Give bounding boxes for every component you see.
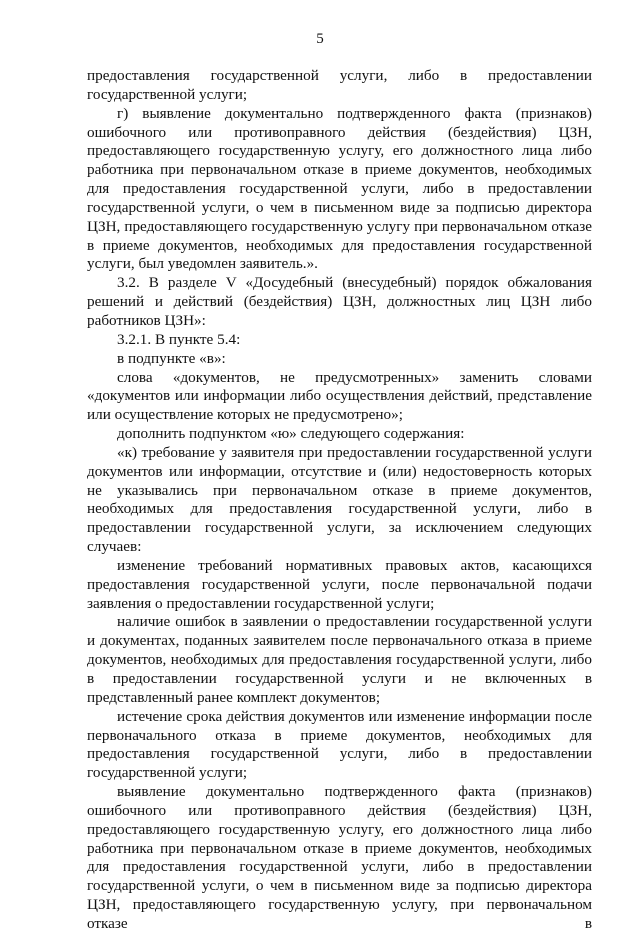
document-body: [87, 67, 592, 934]
paragraph: выявление документально подтвержденного факта (признаков) ошибочного или противоправного действия (бездействия) ЦЗН, предоставляющего государственную услугу, его должностного лица либо работника при первоначальном отказе в приеме документов, необходимых для предоставления государственной услуги, либо в предоставлении государственной услуги, о чем в письменном виде за подписью директора ЦЗН, предоставляющего государственную услугу, при первоначальном отказе в: [87, 783, 592, 932]
page-number: 5: [316, 31, 324, 47]
paragraph: истечение срока действия документов или изменение информации после первоначального отказа в приеме документов, необходимых для предоставления государственной услуги, либо в предоставлении государственной услуги;: [87, 707, 592, 782]
paragraph: изменение требований нормативных правовых актов, касающихся предоставления государственной услуги, после первоначальной подачи заявления о предоставлении государственной услуги;: [87, 556, 592, 612]
paragraph: 3.2. В разделе V «Досудебный (внесудебный) порядок обжалования решений и действий (бездействия) ЦЗН, должностных лиц ЦЗН либо работников ЦЗН»:: [87, 274, 592, 329]
paragraph: предоставления государственной услуги, либо в предоставлении государственной услуги;: [87, 67, 592, 103]
paragraph: «к) требование у заявителя при предоставлении государственной услуги документов или информации, отсутствие и (или) недостоверность которых не указывались при первоначальном отказе в приеме документов, необходимых для предоставления государственной услуги, либо в предоставлении государственной услуги, за исключением следующих случаев:: [87, 443, 592, 556]
paragraph: слова «документов, не предусмотренных» заменить словами «документов или информации либо осуществления действий, представление или осуществление которых не предусмотрено»;: [87, 368, 592, 424]
paragraph: 3.2.1. В пункте 5.4:: [117, 330, 241, 348]
paragraph: наличие ошибок в заявлении о предоставлении государственной услуги и документах, поданных заявителем после первоначального отказа в приеме документов, необходимых для предоставления государственной услуги, либо в предоставлении государственной услуги и не включенных в представленный ранее комплект документов;: [87, 613, 592, 706]
paragraph: в подпункте «в»:: [117, 349, 226, 367]
paragraph: дополнить подпунктом «ю» следующего содержания:: [117, 425, 465, 443]
paragraph: г) выявление документально подтвержденного факта (признаков) ошибочного или противоправного действия (бездействия) ЦЗН, предоставляющего государственную услугу, его должностного лица либо работника при первоначальном отказе в приеме документов, необходимых для предоставления государственной услуги, либо в предоставлении государственной услуги, о чем в письменном виде за подписью директора ЦЗН, предоставляющего государственную услугу при первоначальном отказе в приеме документов, необходимых для предоставления государственной услуги, был уведомлен заявитель.».: [87, 104, 592, 273]
